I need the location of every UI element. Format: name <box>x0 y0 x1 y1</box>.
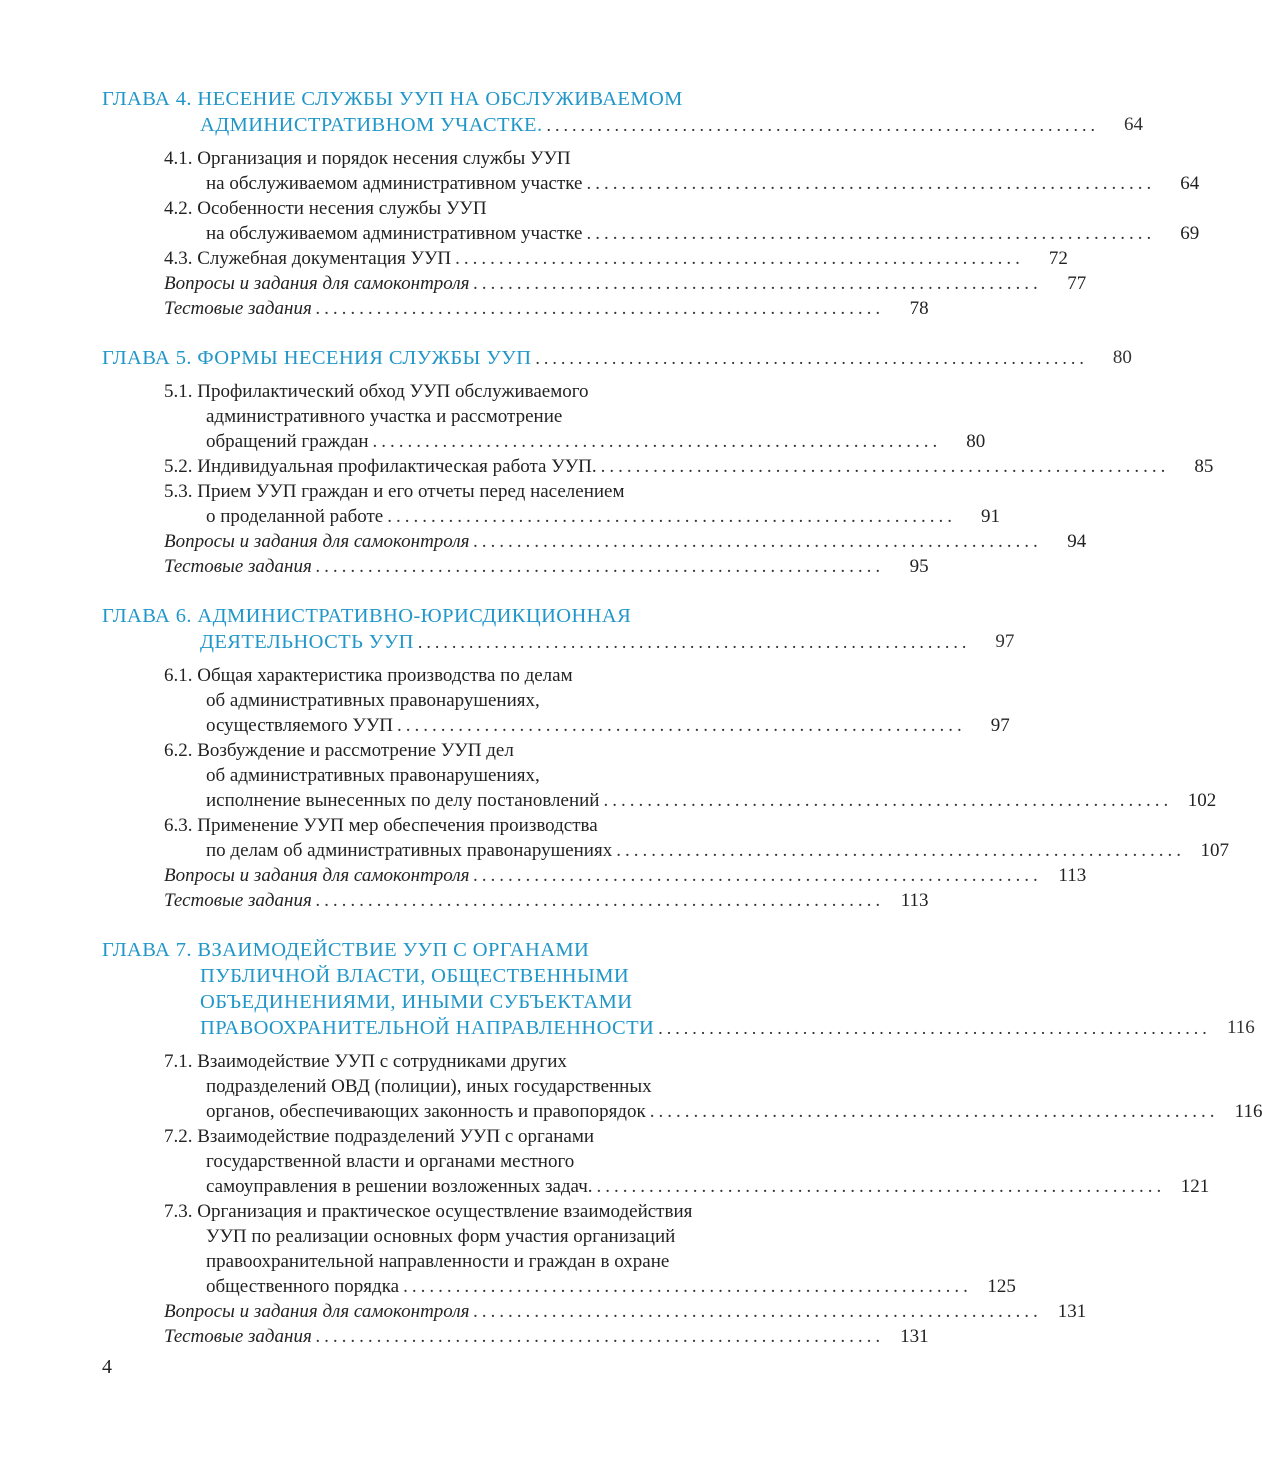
section-title-line: подразделений ОВД (полиции), иных государственных <box>206 1076 652 1097</box>
leader-dots: ................................................................. <box>546 115 1100 135</box>
leader-dots: ................................................................. <box>473 531 1043 552</box>
section-title-line: на обслуживаемом административном участке <box>206 223 583 244</box>
section-entry[interactable] <box>102 738 1217 813</box>
section-entry[interactable] <box>102 479 1000 529</box>
page-ref: 97 <box>995 631 1015 652</box>
page-ref: 97 <box>990 715 1010 736</box>
leader-dots: ................................................................. <box>387 506 956 527</box>
page-ref: 107 <box>1200 840 1229 861</box>
section-title-line: об административных правонарушениях, <box>206 765 540 786</box>
leader-dots: ................................................................. <box>586 173 1156 194</box>
questions-entry[interactable] <box>102 271 1087 296</box>
chapter-heading[interactable] <box>102 86 1144 138</box>
section-title-line: 5.2. Индивидуальная профилактическая работа УУП. <box>164 456 597 477</box>
chapter-5 <box>102 345 1214 579</box>
questions-label: Вопросы и задания для самоконтроля <box>164 531 470 552</box>
tests-entry[interactable] <box>102 296 929 321</box>
chapter-title-line: ПУБЛИЧНОЙ ВЛАСТИ, ОБЩЕСТВЕННЫМИ <box>200 965 630 987</box>
chapter-heading[interactable] <box>102 603 1015 655</box>
chapter-heading[interactable] <box>102 345 1132 371</box>
page-ref: 91 <box>980 506 1000 527</box>
chapter-title-line: ГЛАВА 7. ВЗАИМОДЕЙСТВИЕ УУП С ОРГАНАМИ <box>102 939 590 961</box>
questions-label: Вопросы и задания для самоконтроля <box>164 273 470 294</box>
leader-dots: ................................................................. <box>403 1276 972 1297</box>
page-ref: 72 <box>1048 248 1068 269</box>
section-title-line: 4.1. Организация и порядок несения службы УУП <box>164 148 571 169</box>
chapter-6 <box>102 603 1229 913</box>
leader-dots: ................................................................. <box>372 431 942 452</box>
leader-dots: ................................................................. <box>586 223 1156 244</box>
section-entry[interactable] <box>102 454 1214 479</box>
page-ref: 69 <box>1180 223 1200 244</box>
leader-dots: ................................................................. <box>603 790 1173 811</box>
section-entry[interactable] <box>102 813 1229 863</box>
questions-entry[interactable] <box>102 1299 1087 1324</box>
page-ref: 116 <box>1234 1101 1262 1122</box>
page-ref: 116 <box>1226 1017 1255 1038</box>
section-title-line: 7.2. Взаимодействие подразделений УУП с органами <box>164 1126 595 1147</box>
page-ref: 125 <box>987 1276 1016 1297</box>
section-title-line: УУП по реализации основных форм участия организаций <box>206 1226 676 1247</box>
chapter-title-line: ГЛАВА 4. НЕСЕНИЕ СЛУЖБЫ УУП НА ОБСЛУЖИВАЕМОМ <box>102 88 683 110</box>
page-ref: 85 <box>1194 456 1214 477</box>
leader-dots: ................................................................. <box>315 1326 885 1347</box>
leader-dots: ................................................................. <box>315 556 885 577</box>
page-ref: 94 <box>1067 531 1087 552</box>
tests-label: Тестовые задания <box>164 890 312 911</box>
page-ref: 113 <box>1058 865 1087 886</box>
section-entry[interactable] <box>102 663 1010 738</box>
section-title-line: 6.1. Общая характеристика производства по делам <box>164 665 573 686</box>
tests-label: Тестовые задания <box>164 1326 312 1347</box>
page-ref: 121 <box>1180 1176 1210 1197</box>
chapter-title-line: ОБЪЕДИНЕНИЯМИ, ИНЫМИ СУБЪЕКТАМИ <box>200 991 633 1013</box>
questions-label: Вопросы и задания для самоконтроля <box>164 865 470 886</box>
leader-dots: ................................................................. <box>535 348 1088 368</box>
section-title-line: осуществляемого УУП <box>206 715 394 736</box>
page-ref: 77 <box>1067 273 1087 294</box>
chapter-4 <box>102 86 1200 321</box>
section-title-line: на обслуживаемом административном участке <box>206 173 583 194</box>
chapter-title-line: АДМИНИСТРАТИВНОМ УЧАСТКЕ. <box>200 114 543 136</box>
leader-dots: ................................................................. <box>315 298 885 319</box>
section-title-line: 6.3. Применение УУП мер обеспечения производства <box>164 815 598 836</box>
tests-entry[interactable] <box>102 888 929 913</box>
chapter-title-line: ГЛАВА 6. АДМИНИСТРАТИВНО-ЮРИСДИКЦИОННАЯ <box>102 605 632 627</box>
section-title-line: административного участка и рассмотрение <box>206 406 563 427</box>
leader-dots: ................................................................. <box>473 1301 1043 1322</box>
page-ref: 95 <box>909 556 929 577</box>
page-ref: 64 <box>1124 114 1144 135</box>
page-ref: 131 <box>1057 1301 1087 1322</box>
leader-dots: ................................................................. <box>600 456 1170 477</box>
section-title-line: государственной власти и органами местного <box>206 1151 575 1172</box>
section-entry[interactable] <box>102 1049 1262 1124</box>
section-entry[interactable] <box>102 379 986 454</box>
leader-dots: ................................................................. <box>473 273 1043 294</box>
leader-dots: ................................................................. <box>315 890 885 911</box>
section-title-line: общественного порядка <box>206 1276 400 1297</box>
leader-dots: ................................................................. <box>397 715 966 736</box>
section-title-line: правоохранительной направленности и граждан в охране <box>206 1251 670 1272</box>
leader-dots: ................................................................. <box>417 632 971 652</box>
leader-dots: ................................................................. <box>473 865 1043 886</box>
chapter-heading[interactable] <box>102 937 1255 1041</box>
section-title-line: о проделанной работе <box>206 506 384 527</box>
chapter-title-line: ПРАВООХРАНИТЕЛЬНОЙ НАПРАВЛЕННОСТИ <box>200 1017 655 1039</box>
section-entry[interactable] <box>102 246 1068 271</box>
page-ref: 64 <box>1180 173 1200 194</box>
page-ref: 131 <box>900 1326 929 1347</box>
section-title-line: органов, обеспечивающих законность и правопорядок <box>206 1101 646 1122</box>
leader-dots: ................................................................. <box>658 1018 1211 1038</box>
table-of-contents <box>102 86 1262 1373</box>
tests-label: Тестовые задания <box>164 556 312 577</box>
chapter-7 <box>102 937 1262 1349</box>
section-entry[interactable] <box>102 196 1200 246</box>
section-title-line: исполнение вынесенных по делу постановлений <box>206 790 600 811</box>
page-ref: 80 <box>1112 347 1132 368</box>
questions-entry[interactable] <box>102 863 1087 888</box>
leader-dots: ................................................................. <box>649 1101 1219 1122</box>
section-title-line: обращений граждан <box>206 431 369 452</box>
section-title-line: 4.3. Служебная документация УУП <box>164 248 452 269</box>
tests-entry[interactable] <box>102 554 929 579</box>
chapter-title-line: ГЛАВА 5. ФОРМЫ НЕСЕНИЯ СЛУЖБЫ УУП <box>102 347 532 369</box>
page-ref: 102 <box>1187 790 1217 811</box>
page-ref: 113 <box>900 890 929 911</box>
section-entry[interactable] <box>102 146 1200 196</box>
leader-dots: ................................................................. <box>596 1176 1166 1197</box>
section-title-line: 5.3. Прием УУП граждан и его отчеты перед населением <box>164 481 625 502</box>
section-entry[interactable] <box>102 1199 1016 1299</box>
questions-entry[interactable] <box>102 529 1087 554</box>
section-title-line: по делам об административных правонарушениях <box>206 840 613 861</box>
tests-label: Тестовые задания <box>164 298 312 319</box>
page-ref: 80 <box>966 431 986 452</box>
page-number: 4 <box>102 1356 112 1378</box>
page-ref: 78 <box>909 298 929 319</box>
section-title-line: 7.1. Взаимодействие УУП с сотрудниками других <box>164 1051 567 1072</box>
leader-dots: ................................................................. <box>455 248 1024 269</box>
section-title-line: самоуправления в решении возложенных задач. <box>206 1176 593 1197</box>
leader-dots: ................................................................. <box>616 840 1185 861</box>
section-title-line: 4.2. Особенности несения службы УУП <box>164 198 487 219</box>
tests-entry[interactable] <box>102 1324 929 1349</box>
section-title-line: 6.2. Возбуждение и рассмотрение УУП дел <box>164 740 514 761</box>
questions-label: Вопросы и задания для самоконтроля <box>164 1301 470 1322</box>
chapter-title-line: ДЕЯТЕЛЬНОСТЬ УУП <box>200 631 414 653</box>
section-title-line: 5.1. Профилактический обход УУП обслуживаемого <box>164 381 589 402</box>
section-title-line: об административных правонарушениях, <box>206 690 540 711</box>
section-title-line: 7.3. Организация и практическое осуществление взаимодействия <box>164 1201 693 1222</box>
section-entry[interactable] <box>102 1124 1210 1199</box>
